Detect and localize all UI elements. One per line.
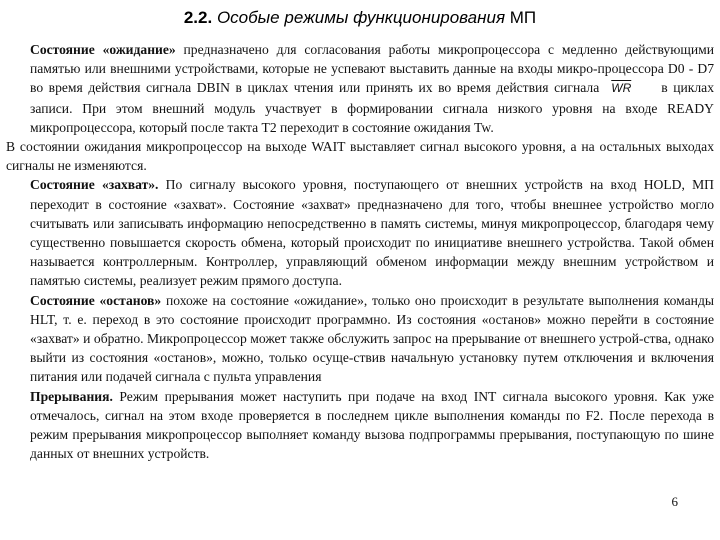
paragraph-interrupts-text: Режим прерывания может наступить при подаче на вход INT сигнала высокого уровня. Как уже отмечалось, сигнал на этом входе проверяется в последнем цикле выполнения команды по F2. После перехода в режим прерывания микропроцессор выполняет команду вызова подпрограммы прерывания, поступающую по шине данных от внешних устройств.	[30, 388, 714, 462]
paragraph-waiting-text-b: в циклах записи. При этом внешний модуль участвует в формировании сигнала низкого уровня на входе READY микропроцессора, который после такта T2 переходит в состояние ожидания Tw.	[30, 80, 714, 135]
paragraph-interrupts	[6, 387, 714, 464]
paragraph-capture	[6, 175, 714, 290]
term-capture: Состояние «захват».	[30, 177, 159, 193]
paragraph-waiting-text-a: предназначено для согласования работы микропроцессора с медленно действующими памятью или внешними устройствами, которые не успевают выставить данные на входы микро-процессора D0 - D7 во время действия сигнала DBIN в циклах чтения или принять их во время действия сигнала	[30, 42, 714, 96]
term-halt: Состояние «останов»	[30, 292, 162, 308]
section-suffix: МП	[509, 8, 537, 27]
wr-signal: $\overline{WR}$	[611, 81, 632, 96]
term-interrupts: Прерывания.	[30, 388, 113, 404]
paragraph-wait-output	[6, 137, 714, 175]
page-number: 6	[671, 494, 678, 509]
paragraph-waiting	[6, 40, 714, 137]
section-name: Особые режимы функционирования	[216, 8, 506, 27]
paragraph-halt	[6, 291, 714, 387]
paragraph-halt-text: похоже на состояние «ожидание», только оно происходит в результате выполнения команды HLT, т. е. переход в это состояние происходит программно. Из состояния «останов» можно перейти в состояние «захват» и обратно. Микропроцессор может также обслужить запрос на прерывание от внешнего устрой-ства, однако выйти из состояния «останов», можно, только осуще-ствив начальную установку путем отключения и включения питания или подачей сигнала с пульта управления	[30, 292, 714, 385]
paragraph-wait-output-text: В состоянии ожидания микропроцессор на выходе WAIT выставляет сигнал высокого уровня, а на остальных выходах сигналы не изменяются.	[6, 139, 714, 174]
section-number: 2.2.	[183, 8, 213, 27]
document-body	[6, 40, 714, 463]
paragraph-capture-text: По сигналу высокого уровня, поступающего от внешних устройств на вход HOLD, МП переходит в состояние «захват». Состояние «захват» предназначено для того, чтобы внешнее устройство могло считывать или записывать информацию непосредственно в память системы, минуя микропроцессор, благодаря чему существенно повышается скорость обмена, который происходит по инициативе внешнего устройства. Такой обмен называется контроллерным. Контроллер, управляющий обменом информации между внешним устройством и памятью системы, реализует режим прямого доступа.	[30, 177, 714, 289]
page-title	[0, 8, 720, 28]
term-waiting: Состояние «ожидание»	[30, 42, 176, 57]
